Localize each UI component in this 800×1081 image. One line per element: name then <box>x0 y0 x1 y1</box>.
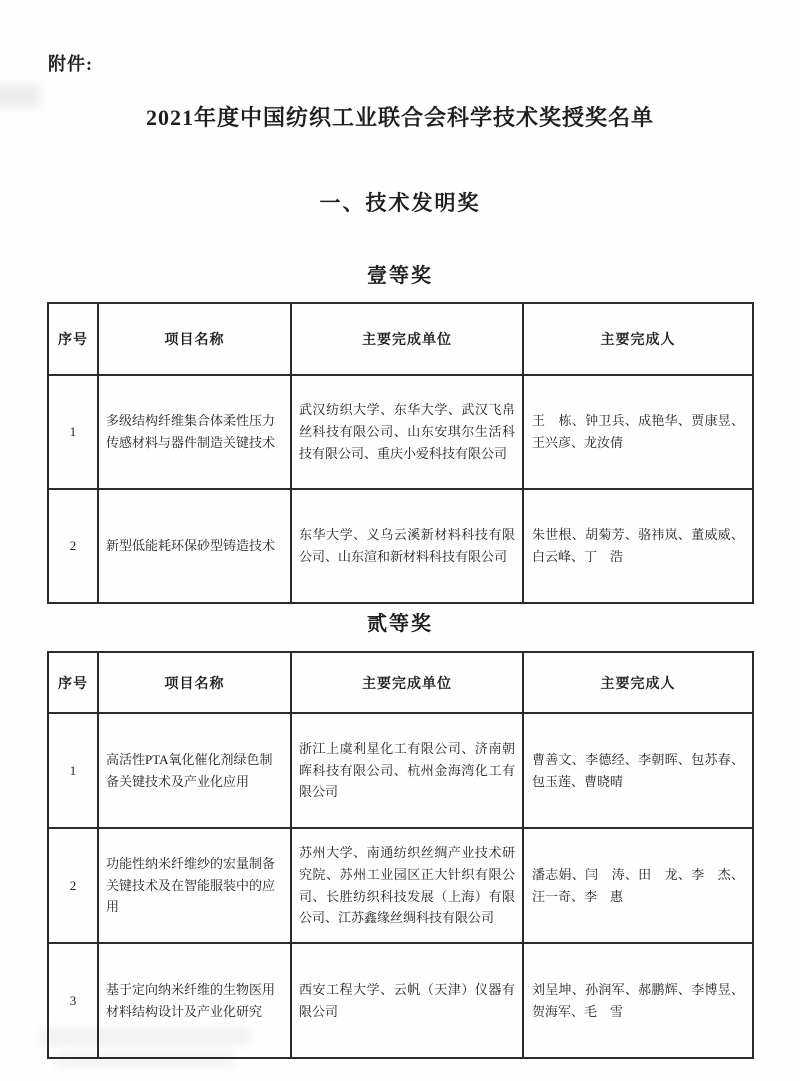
cell-serial-number: 1 <box>48 375 98 489</box>
cell-main-contributors: 王 栋、钟卫兵、成艳华、贾康昱、王兴彦、龙汝倩 <box>523 375 753 489</box>
cell-main-units: 武汉纺织大学、东华大学、武汉飞帛丝科技有限公司、山东安琪尔生活科技有限公司、重庆小爱科技有限公司 <box>291 375 523 489</box>
cell-project-name: 功能性纳米纤维纱的宏量制备关键技术及在智能服装中的应用 <box>98 828 291 943</box>
second-prize-heading: 贰等奖 <box>367 613 433 635</box>
cell-serial-number: 2 <box>48 489 98 603</box>
cell-main-contributors: 朱世根、胡菊芳、骆祎岚、董威威、白云峰、丁 浩 <box>523 489 753 603</box>
col-header-project: 项目名称 <box>98 652 291 713</box>
cell-main-units: 东华大学、义乌云溪新材料科技有限公司、山东渲和新材料科技有限公司 <box>291 489 523 603</box>
table-row <box>48 489 753 603</box>
second-prize-table <box>47 651 754 1059</box>
table-row <box>48 943 753 1058</box>
col-header-no: 序号 <box>48 303 98 375</box>
cell-serial-number: 1 <box>48 713 98 828</box>
cell-project-name: 基于定向纳米纤维的生物医用材料结构设计及产业化研究 <box>98 943 291 1058</box>
col-header-no: 序号 <box>48 652 98 713</box>
first-prize-table <box>47 302 754 604</box>
cell-project-name: 多级结构纤维集合体柔性压力传感材料与器件制造关键技术 <box>98 375 291 489</box>
table-row <box>48 828 753 943</box>
col-header-people: 主要完成人 <box>523 303 753 375</box>
cell-main-units: 西安工程大学、云帆（天津）仪器有限公司 <box>291 943 523 1058</box>
cell-main-units: 苏州大学、南通纺织丝绸产业技术研究院、苏州工业园区正大针织有限公司、长胜纺织科技发展（上海）有限公司、江苏鑫缘丝绸科技有限公司 <box>291 828 523 943</box>
cell-project-name: 高活性PTA氧化催化剂绿色制备关键技术及产业化应用 <box>98 713 291 828</box>
cell-main-contributors: 刘呈坤、孙润军、郝鹏辉、李博昱、贺海军、毛 雪 <box>523 943 753 1058</box>
cell-serial-number: 2 <box>48 828 98 943</box>
cell-main-contributors: 潘志娟、闫 涛、田 龙、李 杰、汪一奇、李 惠 <box>523 828 753 943</box>
table-row <box>48 713 753 828</box>
section-heading-invention-award: 一、技术发明奖 <box>319 191 481 215</box>
first-prize-heading: 壹等奖 <box>367 265 433 287</box>
cell-main-contributors: 曹善文、李德经、李朝晖、包苏春、包玉莲、曹晓晴 <box>523 713 753 828</box>
table-header-row <box>48 652 753 713</box>
table-header-row <box>48 303 753 375</box>
cell-serial-number: 3 <box>48 943 98 1058</box>
table-row <box>48 375 753 489</box>
cell-main-units: 浙江上虞利星化工有限公司、济南朝晖科技有限公司、杭州金海湾化工有限公司 <box>291 713 523 828</box>
col-header-project: 项目名称 <box>98 303 291 375</box>
col-header-people: 主要完成人 <box>523 652 753 713</box>
document-title: 2021年度中国纺织工业联合会科学技术奖授奖名单 <box>145 105 654 130</box>
col-header-units: 主要完成单位 <box>291 652 523 713</box>
cell-project-name: 新型低能耗环保砂型铸造技术 <box>98 489 291 603</box>
attachment-label: 附件: <box>48 54 93 74</box>
col-header-units: 主要完成单位 <box>291 303 523 375</box>
